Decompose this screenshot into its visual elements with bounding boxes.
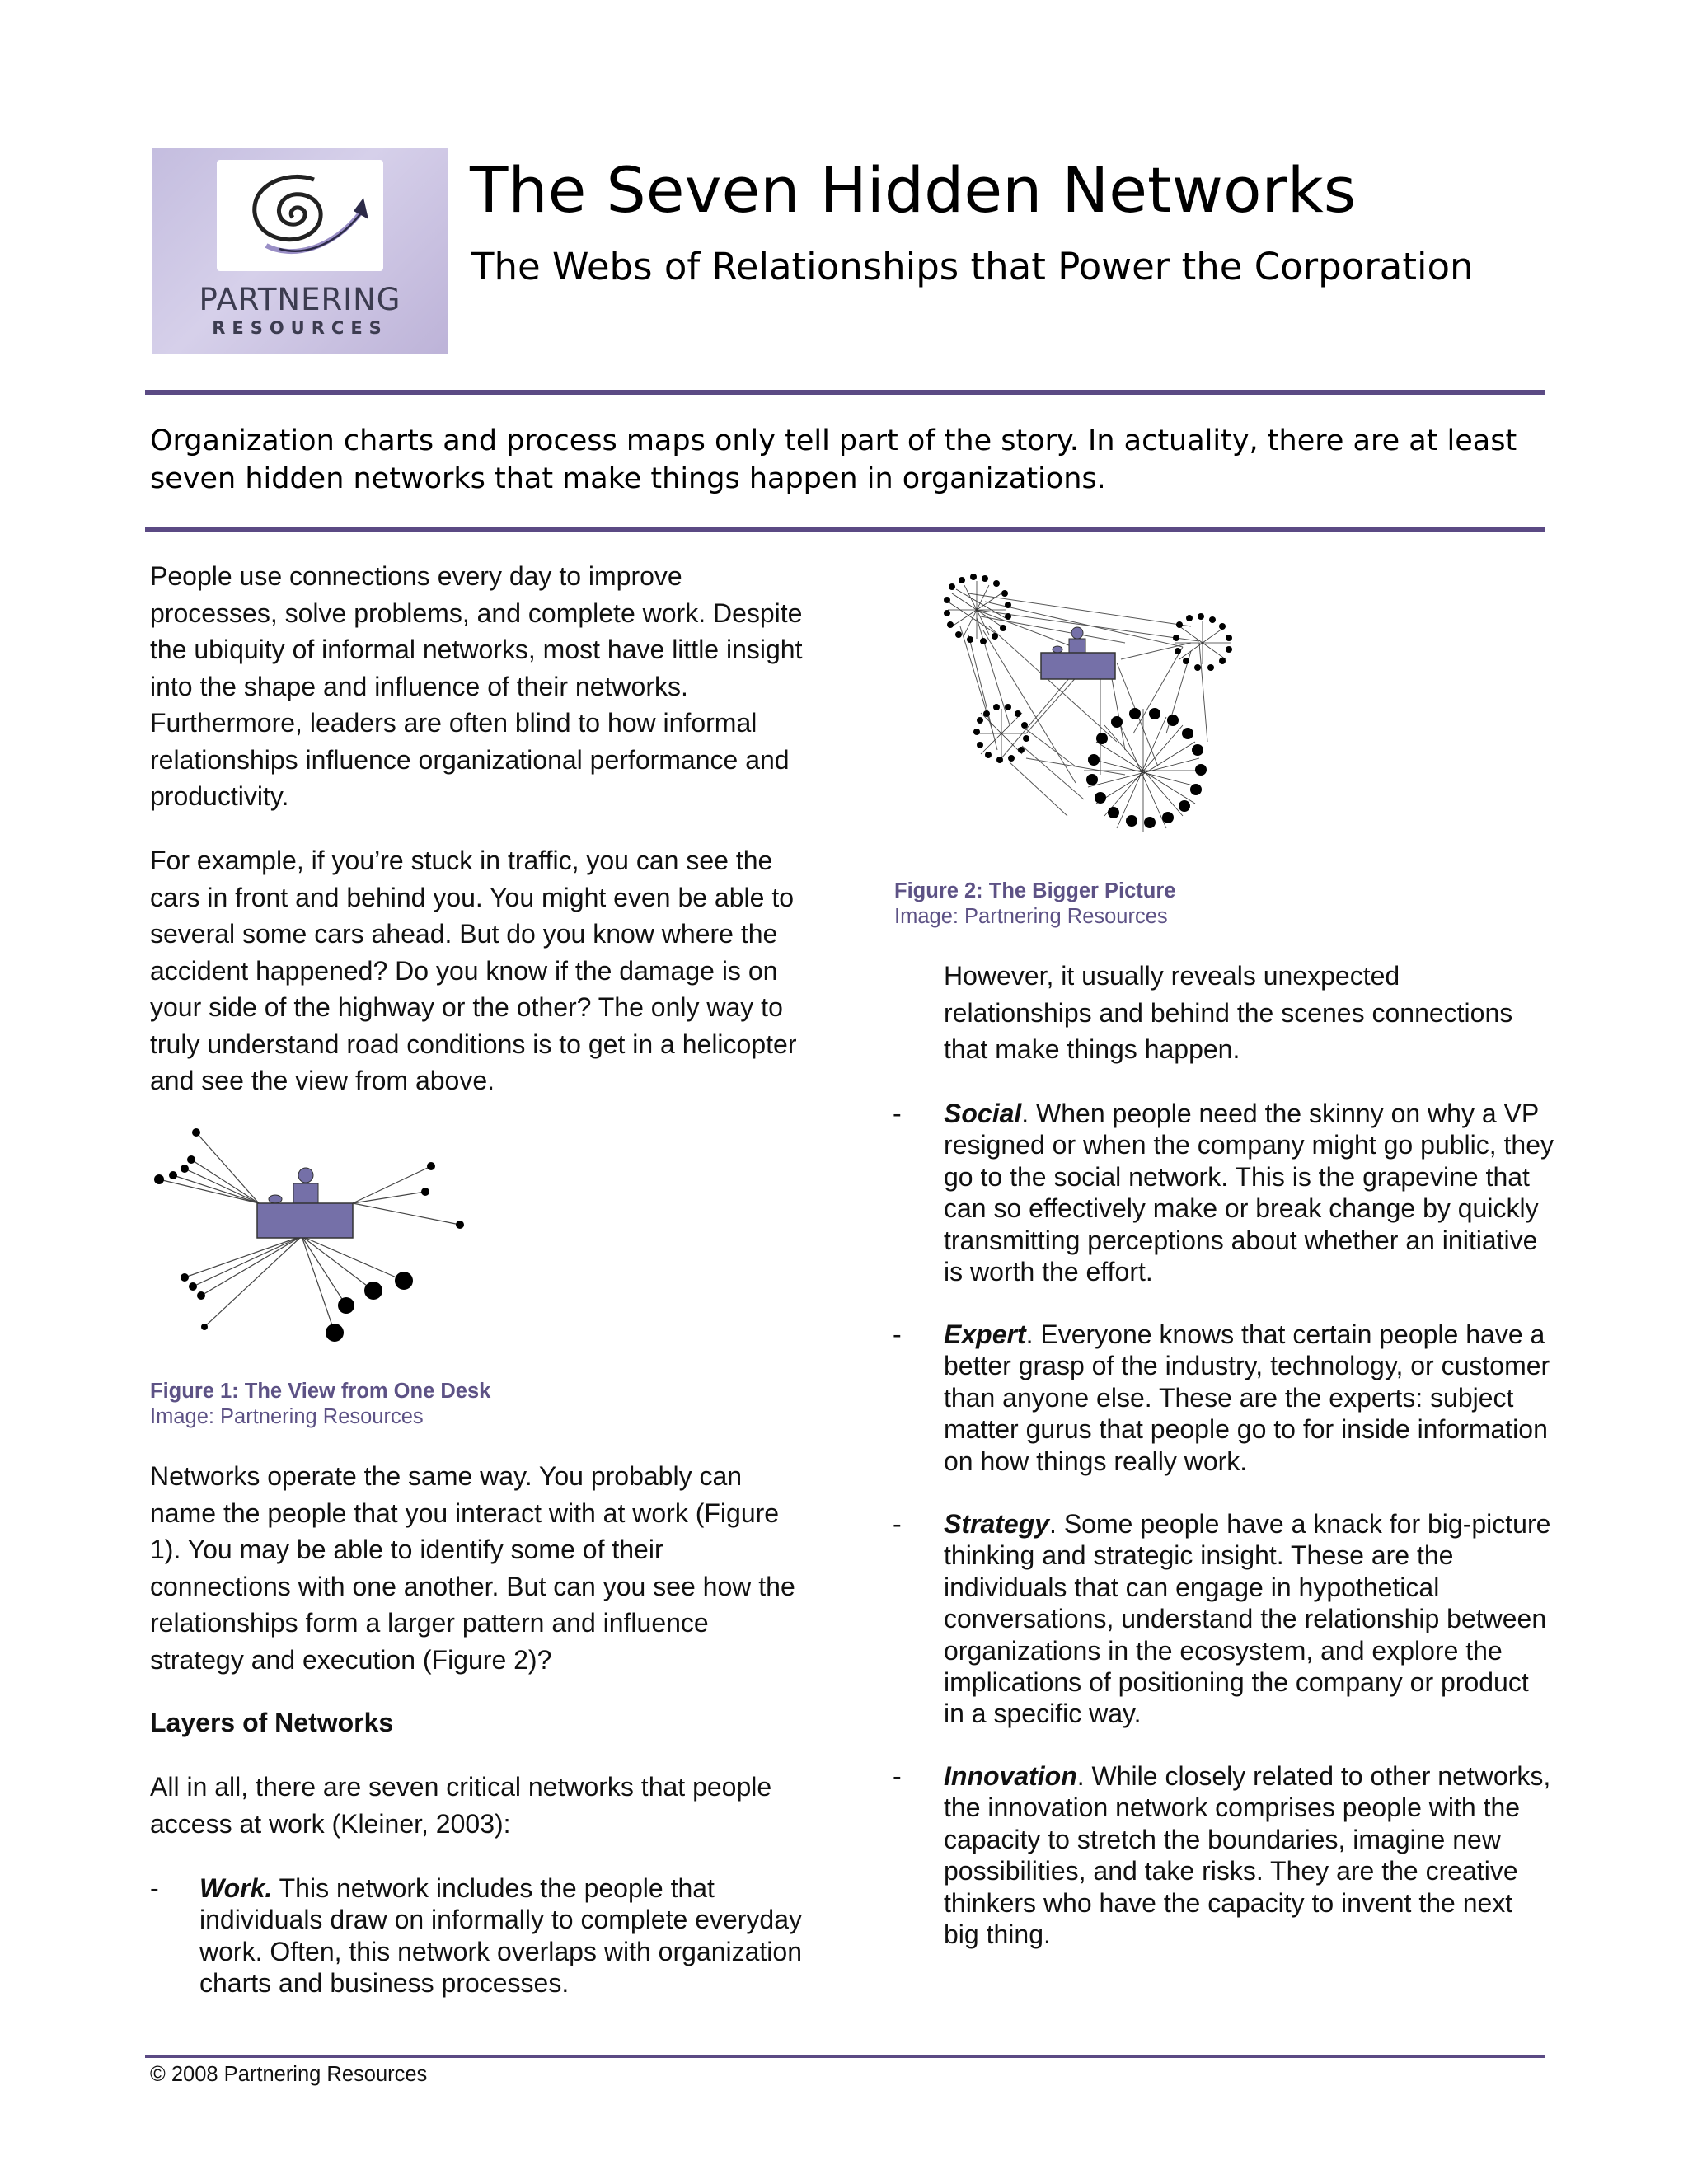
partnering-resources-logo [152, 148, 448, 354]
logo-emblem [217, 160, 383, 271]
bullet-dash: - [893, 1509, 902, 1539]
figure-2-network-diagram [919, 569, 1249, 849]
figure-1-credit: Image: Partnering Resources [150, 1405, 424, 1428]
bullet-dash: - [893, 1099, 902, 1128]
bullet-text: This network includes the people that individuals draw on informally to complete everyday work. Often, this network overlaps with organization charts and business processes. [199, 1873, 803, 1999]
bullet-term: Expert [944, 1319, 1026, 1349]
bullet-text: . While closely related to other networks, the innovation network comprises people with the capacity to stretch the boundaries, imagine new possibilities, and take risks. They are the creative thinkers who have the capacity to invent the next big thing. [944, 1761, 1551, 1950]
continuation-paragraph: However, it usually reveals unexpected relationships and behind the scenes connections that make things happen. [944, 961, 1513, 1064]
page-title: The Seven Hidden Networks [470, 153, 1357, 227]
bullet-dash: - [893, 1761, 902, 1791]
page-subtitle: The Webs of Relationships that Power the Corporation [471, 245, 1474, 288]
paragraph-2: For example, if you’re stuck in traffic, you can see the cars in front and behind you. You might even be able to several some cars ahead. But do you know where the accident happened? Do you know if the damage is on your side of the highway or the other? The only way to truly understand road conditions is to get in a helicopter and see the view from above. [150, 846, 797, 1095]
bullet-social [944, 1098, 1554, 1287]
figure-2-caption: Figure 2: The Bigger Picture [894, 879, 1176, 902]
intro-divider [145, 527, 1545, 532]
desk-person-icon [1041, 627, 1115, 679]
spiral-arrow-icon [217, 160, 383, 271]
section-heading: Layers of Networks [150, 1708, 394, 1737]
copyright-footer: © 2008 Partnering Resources [150, 2063, 428, 2086]
intro-statement: Organization charts and process maps only tell part of the story. In actuality, there are at least seven hidden networks that make things happen in organizations. [150, 424, 1517, 495]
bullet-term: Social [944, 1099, 1022, 1128]
bullet-term: Innovation [944, 1761, 1077, 1791]
bullet-work [199, 1872, 809, 1999]
bullet-term: Work. [199, 1873, 273, 1903]
bullet-strategy [944, 1508, 1554, 1730]
bullet-innovation [944, 1760, 1554, 1950]
figure-2-credit: Image: Partnering Resources [894, 905, 1168, 928]
logo-wordmark: PARTNERING [199, 282, 401, 317]
bullet-term: Strategy [944, 1509, 1050, 1539]
bullet-dash: - [893, 1319, 902, 1349]
figure-1-caption: Figure 1: The View from One Desk [150, 1380, 491, 1403]
paragraph-4: All in all, there are seven critical networks that people access at work (Kleiner, 2003): [150, 1772, 772, 1839]
bullet-expert [944, 1319, 1554, 1477]
paragraph-3: Networks operate the same way. You probably can name the people that you interact with at work (Figure 1). You may be able to identify some of their connections with one another. But can you see how the relationships form a larger pattern and influence strategy and execution (Figure 2)? [150, 1461, 795, 1675]
bullet-text: . Everyone knows that certain people have a better grasp of the industry, technology, or customer than anyone else. These are the experts: subject matter gurus that people go to for inside information on how things really work. [944, 1319, 1550, 1476]
top-divider [145, 390, 1545, 395]
figure-1-network-diagram [145, 1121, 491, 1352]
desk-person-icon [257, 1168, 353, 1238]
footer-divider [145, 2055, 1545, 2058]
logo-subwordmark: RESOURCES [212, 318, 388, 338]
bullet-text: . Some people have a knack for big-picture thinking and strategic insight. These are the individuals that can engage in hypothetical conversations, understand the relationship between organizations in the ecosystem, and explore the implications of positioning the company or product in a specific way. [944, 1509, 1551, 1729]
bullet-dash: - [150, 1873, 159, 1903]
bullet-text: . When people need the skinny on why a VP resigned or when the company might go public, they go to the social network. This is the grapevine that can so effectively make or break change by quickly transmitting perceptions about whether an initiative is worth the effort. [944, 1099, 1554, 1287]
paragraph-1: People use connections every day to improve processes, solve problems, and complete work. Despite the ubiquity of informal networks, most have little insight into the shape and influence of their networks. Furthermore, leaders are often blind to how informal relationships influence organizational performance and productivity. [150, 561, 803, 811]
